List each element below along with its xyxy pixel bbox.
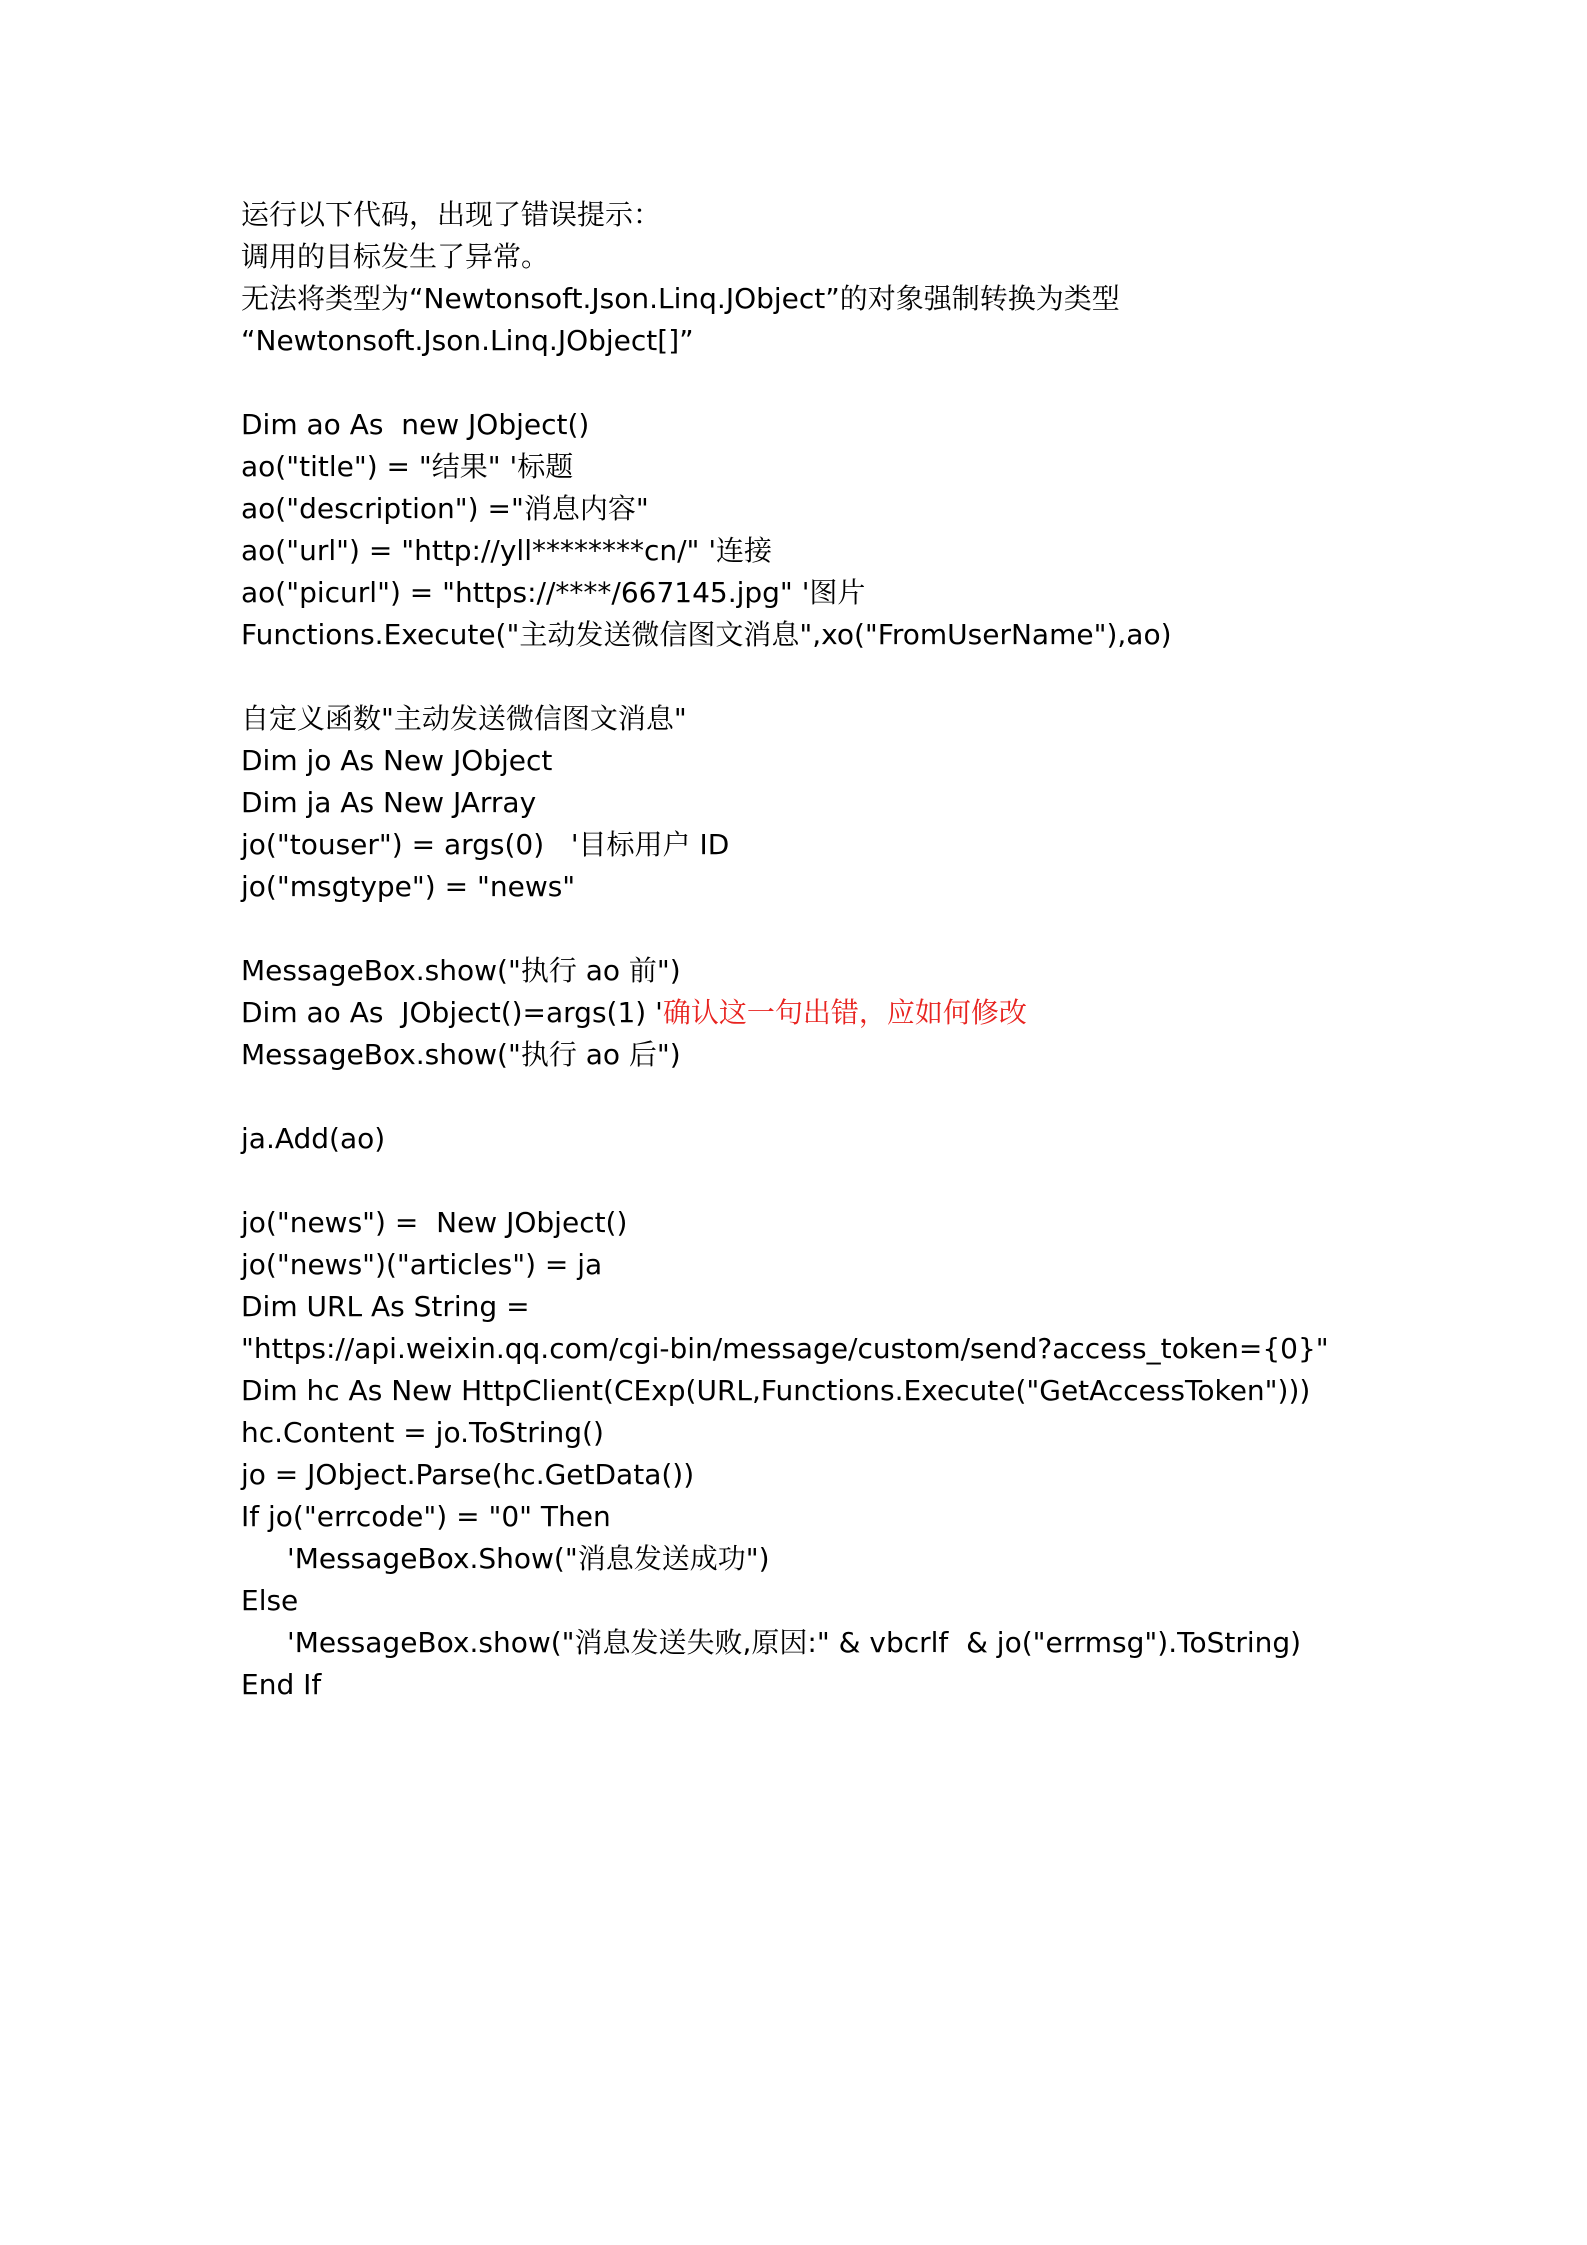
error-line-comment: 确认这一句出错，应如何修改 xyxy=(662,996,1027,1029)
code-line: 自定义函数"主动发送微信图文消息" xyxy=(241,702,687,735)
code-line: hc.Content = jo.ToString() xyxy=(241,1416,604,1449)
code-line: ao("picurl") = "https://****/667145.jpg" '图片 xyxy=(241,576,866,609)
code-line: ja.Add(ao) xyxy=(241,1122,386,1155)
code-line: "https://api.weixin.qq.com/cgi-bin/message/custom/send?access_token={0}" xyxy=(241,1332,1329,1365)
code-line: 'MessageBox.show("消息发送失败,原因:" & vbcrlf & jo("errmsg").ToString) xyxy=(287,1626,1302,1659)
code-line: jo("news")("articles") = ja xyxy=(241,1248,603,1281)
document-content xyxy=(241,194,1441,1706)
code-line: ao("description") ="消息内容" xyxy=(241,492,649,525)
intro-line: 运行以下代码，出现了错误提示： xyxy=(241,198,662,231)
intro-line: “Newtonsoft.Json.Linq.JObject[]” xyxy=(241,324,694,357)
blank-line xyxy=(241,908,1441,950)
code-line: Else xyxy=(241,1584,299,1617)
code-line: Dim ao As new JObject() xyxy=(241,408,590,441)
code-line: Functions.Execute("主动发送微信图文消息",xo("FromUserName"),ao) xyxy=(241,618,1172,651)
error-line xyxy=(241,992,1441,1034)
code-line: 'MessageBox.Show("消息发送成功") xyxy=(287,1542,770,1575)
blank-line xyxy=(241,1076,1441,1118)
code-line: Dim jo As New JObject xyxy=(241,744,553,777)
code-line: If jo("errcode") = "0" Then xyxy=(241,1500,611,1533)
code-line: jo("touser") = args(0) '目标用户 ID xyxy=(241,828,730,861)
code-line: Dim hc As New HttpClient(CExp(URL,Functions.Execute("GetAccessToken"))) xyxy=(241,1374,1311,1407)
code-line: jo("msgtype") = "news" xyxy=(241,870,576,903)
code-line: End If xyxy=(241,1668,322,1701)
blank-line xyxy=(241,656,1441,698)
code-line: Dim ja As New JArray xyxy=(241,786,537,819)
code-line: MessageBox.show("执行 ao 后") xyxy=(241,1038,681,1071)
code-line: MessageBox.show("执行 ao 前") xyxy=(241,954,681,987)
code-line: ao("url") = "http://yll********cn/" '连接 xyxy=(241,534,773,567)
code-line: ao("title") = "结果" '标题 xyxy=(241,450,574,483)
code-line: Dim URL As String = xyxy=(241,1290,530,1323)
code-line: jo = JObject.Parse(hc.GetData()) xyxy=(241,1458,695,1491)
blank-line xyxy=(241,362,1441,404)
intro-line: 无法将类型为“Newtonsoft.Json.Linq.JObject”的对象强制转换为类型 xyxy=(241,282,1120,315)
error-line-code: Dim ao As JObject()=args(1) ' xyxy=(241,996,663,1029)
intro-line: 调用的目标发生了异常。 xyxy=(241,240,550,273)
blank-line xyxy=(241,1160,1441,1202)
code-line: jo("news") = New JObject() xyxy=(241,1206,628,1239)
